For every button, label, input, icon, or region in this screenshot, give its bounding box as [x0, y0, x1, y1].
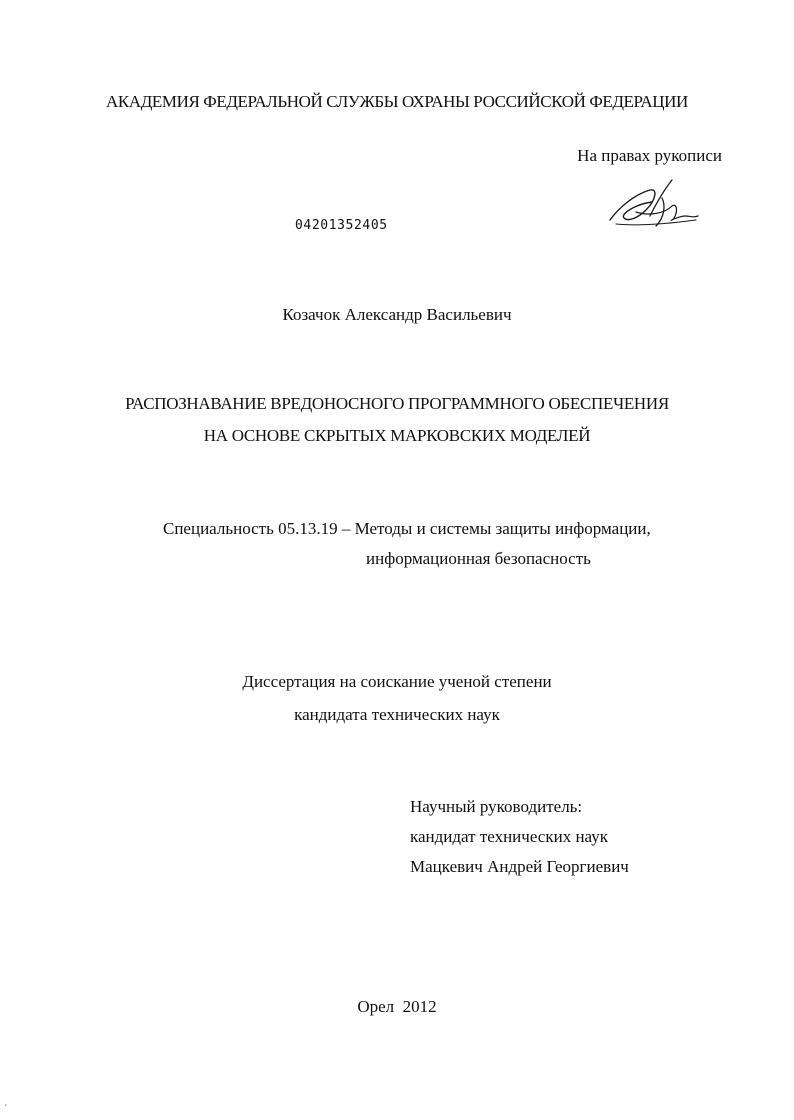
- dissertation-degree-line-1: Диссертация на соискание ученой степени: [242, 672, 552, 691]
- place-and-year: Орел 2012: [357, 997, 437, 1016]
- author-name: Козачок Александр Васильевич: [282, 305, 512, 324]
- institution-name: АКАДЕМИЯ ФЕДЕРАЛЬНОЙ СЛУЖБЫ ОХРАНЫ РОССИЙСКОЙ ФЕДЕРАЦИИ: [106, 92, 688, 111]
- supervisor-name: Мацкевич Андрей Георгиевич: [410, 857, 629, 876]
- handwritten-signature: [606, 176, 702, 232]
- title-line-1: РАСПОЗНАВАНИЕ ВРЕДОНОСНОГО ПРОГРАММНОГО ОБЕСПЕЧЕНИЯ: [125, 394, 669, 413]
- corner-mark: ´: [4, 1104, 8, 1115]
- document-number: 04201352405: [295, 218, 388, 233]
- title-line-2: НА ОСНОВЕ СКРЫТЫХ МАРКОВСКИХ МОДЕЛЕЙ: [203, 426, 591, 445]
- supervisor-degree: кандидат технических наук: [410, 827, 608, 846]
- manuscript-rights-note: На правах рукописи: [577, 146, 722, 165]
- specialty-line-1: Специальность 05.13.19 – Методы и системы защиты информации,: [163, 519, 651, 538]
- dissertation-degree-line-2: кандидата технических наук: [294, 705, 500, 724]
- specialty-line-2: информационная безопасность: [366, 549, 591, 568]
- supervisor-label: Научный руководитель:: [410, 797, 583, 816]
